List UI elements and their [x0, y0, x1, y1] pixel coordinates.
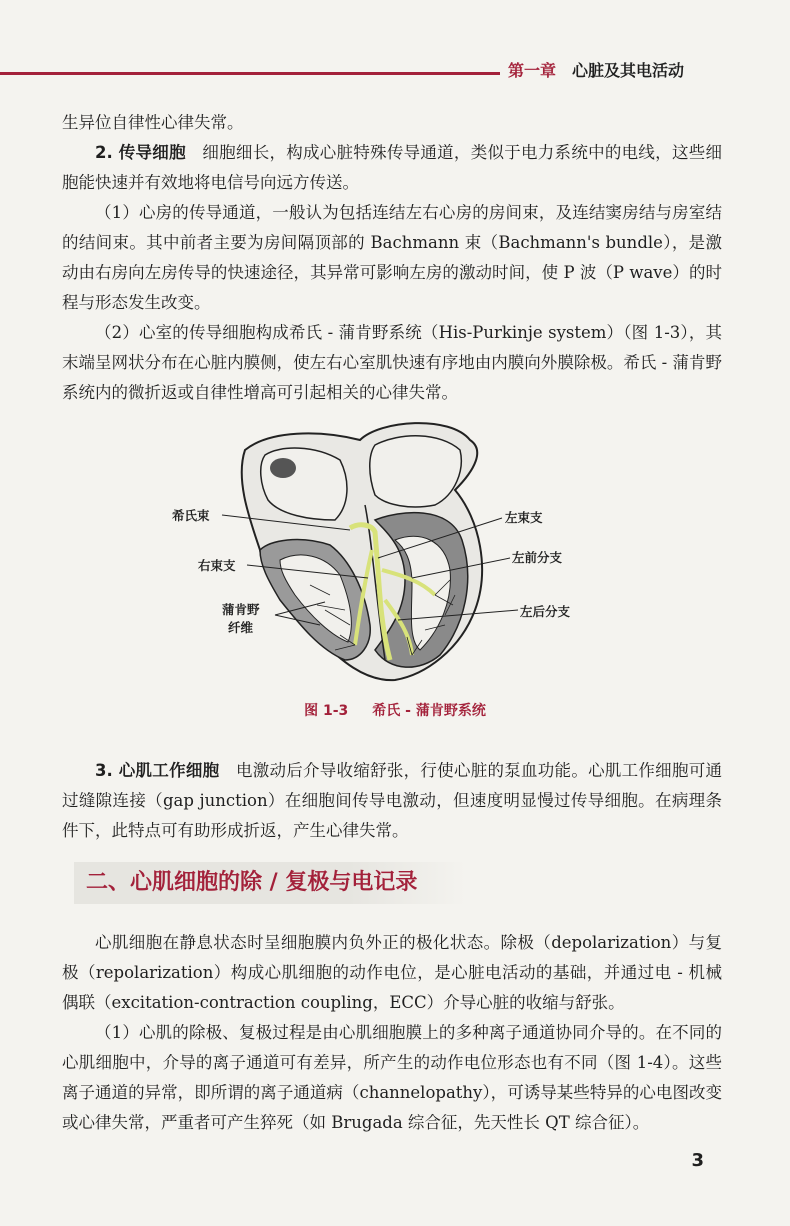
paragraph-text: 电激动后介导收缩舒张，行使心脏的泵血功能。心肌工作细胞可通过缝隙连接（gap junction）在细胞间传导电激动，但速度明显慢过传导细胞。在病理条件下，此特点可有助形成折返，产生心律失常。	[62, 761, 722, 840]
label-right-bundle: 右束支	[198, 558, 236, 573]
header-rule	[0, 72, 500, 75]
label-his-bundle: 希氏束	[172, 508, 210, 523]
paragraph: 心肌细胞在静息状态时呈细胞膜内负外正的极化状态。除极（depolarization）与复极（repolarization）构成心肌细胞的动作电位，是心脏电活动的基础，并通过电 - 机械偶联（excitation-contraction coupling，ECC）介导心脏的收缩与舒张。	[62, 933, 722, 1012]
caption-text: 希氏 - 蒲肯野系统	[372, 703, 486, 719]
paragraph	[62, 138, 722, 198]
running-header	[508, 58, 684, 81]
caption-number: 图 1-3	[304, 703, 349, 719]
body-text-top	[62, 108, 722, 408]
figure-caption	[0, 700, 790, 720]
label-left-posterior-fascicle: 左后分支	[520, 604, 571, 619]
label-left-bundle: 左束支	[505, 510, 543, 525]
his-purkinje-figure	[150, 410, 630, 740]
subheading: 2. 传导细胞	[95, 143, 186, 162]
paragraph: （1）心房的传导通道，一般认为包括连结左右心房的房间束，及连结窦房结与房室结的结间束。其中前者主要为房间隔顶部的 Bachmann 束（Bachmann's bundle），是激动由右房向左房传导的快速途径，其异常可影响左房的激动时间，使 P 波（P wave）的时程与形态发生改变。	[62, 203, 722, 312]
label-left-anterior-fascicle: 左前分支	[512, 550, 563, 565]
paragraph	[62, 756, 722, 846]
left-atrium	[370, 436, 462, 507]
chapter-title: 心脏及其电活动	[572, 61, 685, 80]
sinoatrial-node	[270, 458, 296, 478]
label-purkinje: 蒲肯野	[222, 602, 260, 617]
paragraph: （2）心室的传导细胞构成希氏 - 蒲肯野系统（His-Purkinje system）（图 1-3），其末端呈网状分布在心脏内膜侧，使左右心室肌快速有序地由内膜向外膜除极。希氏 - 蒲肯野系统内的微折返或自律性增高可引起相关的心律失常。	[62, 323, 722, 402]
body-text-bottom	[62, 928, 722, 1138]
paragraph: （1）心肌的除极、复极过程是由心肌细胞膜上的多种离子通道协同介导的。在不同的心肌细胞中，介导的离子通道可有差异，所产生的动作电位形态也有不同（图 1-4）。这些离子通道的异常，即所谓的离子通道病（channelopathy），可诱导某些特异的心电图改变或心律失常，严重者可产生猝死（如 Brugada 综合征，先天性长 QT 综合征）。	[62, 1023, 722, 1132]
subheading: 3. 心肌工作细胞	[95, 761, 220, 780]
chapter-number: 第一章	[508, 61, 557, 80]
paragraph-text: 细胞细长，构成心脏特殊传导通道，类似于电力系统中的电线，这些细胞能快速并有效地将电信号向远方传送。	[62, 143, 722, 192]
body-text-mid	[62, 756, 722, 846]
paragraph: 生异位自律性心律失常。	[62, 113, 244, 132]
label-purkinje-fiber: 纤维	[228, 620, 254, 635]
section-heading: 二、心肌细胞的除 / 复极与电记录	[74, 862, 466, 904]
page-number: 3	[691, 1150, 704, 1171]
